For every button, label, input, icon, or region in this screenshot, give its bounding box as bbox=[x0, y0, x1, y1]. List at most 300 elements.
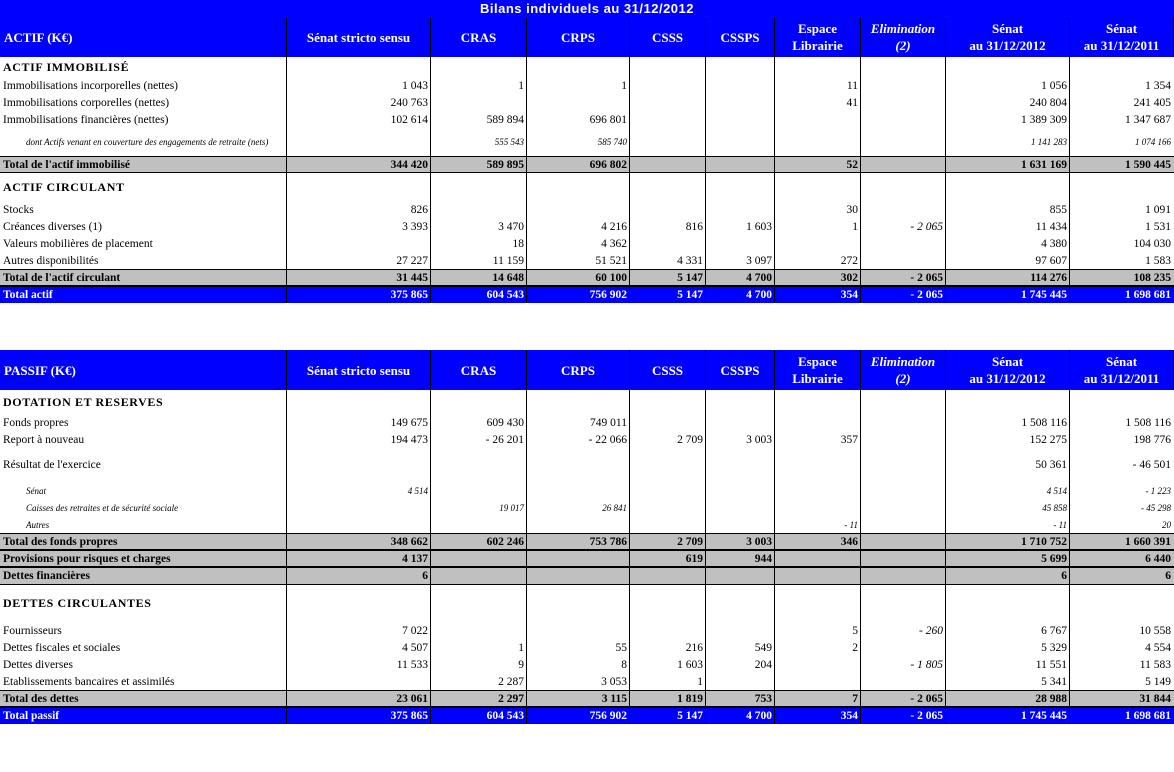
value-cell: 240 804 bbox=[1029, 96, 1067, 109]
actif-header-row bbox=[0, 17, 1174, 57]
value-cell: 5 147 bbox=[677, 271, 703, 284]
value-cell: 753 bbox=[754, 692, 772, 705]
value-cell: 1 347 687 bbox=[1125, 113, 1171, 126]
value-cell: - 11 bbox=[844, 519, 858, 530]
value-cell bbox=[527, 568, 630, 584]
column-divider bbox=[860, 390, 861, 724]
value-cell: 149 675 bbox=[390, 416, 428, 429]
column-divider bbox=[526, 390, 527, 724]
column-header-label: Sénat stricto sensu bbox=[306, 29, 411, 45]
value-cell: 357 bbox=[840, 433, 858, 446]
value-cell: 51 521 bbox=[595, 254, 627, 267]
value-cell: 4 700 bbox=[746, 271, 772, 284]
value-cell: 1 354 bbox=[1145, 79, 1171, 92]
value-cell bbox=[861, 482, 946, 499]
column-divider bbox=[286, 57, 287, 303]
value-cell bbox=[630, 622, 706, 639]
row-label: Sénat bbox=[26, 485, 46, 496]
value-cell: - 1 223 bbox=[1145, 485, 1171, 496]
value-cell: 26 841 bbox=[602, 502, 627, 513]
value-cell: 6 bbox=[1165, 570, 1171, 582]
value-cell: 6 bbox=[422, 570, 428, 582]
value-cell: 102 614 bbox=[390, 113, 428, 126]
value-cell bbox=[1070, 585, 1174, 622]
value-cell bbox=[630, 414, 706, 431]
value-cell: 5 341 bbox=[1041, 675, 1067, 688]
value-cell: 9 bbox=[518, 658, 524, 671]
value-cell: - 1 805 bbox=[910, 658, 943, 671]
value-cell bbox=[431, 568, 527, 584]
value-cell: 216 bbox=[685, 641, 703, 654]
value-cell: 50 361 bbox=[1035, 459, 1067, 471]
table-row bbox=[0, 499, 1174, 516]
value-cell bbox=[431, 551, 527, 566]
subtotal-row bbox=[0, 533, 1174, 550]
value-cell: 816 bbox=[685, 220, 703, 233]
value-cell bbox=[706, 568, 775, 584]
table-row bbox=[0, 235, 1174, 252]
value-cell bbox=[287, 235, 431, 252]
value-cell bbox=[630, 77, 706, 94]
value-cell bbox=[1070, 173, 1174, 201]
value-cell: 1 590 445 bbox=[1125, 158, 1171, 171]
value-cell bbox=[706, 516, 775, 533]
column-header-label: Sénat au 31/12/2012 bbox=[969, 354, 1046, 386]
value-cell bbox=[775, 551, 861, 566]
value-cell bbox=[861, 585, 946, 622]
value-cell bbox=[287, 516, 431, 533]
value-cell: 1 660 391 bbox=[1125, 535, 1171, 548]
value-cell: 5 329 bbox=[1041, 641, 1067, 654]
value-cell: 4 507 bbox=[402, 641, 428, 654]
value-cell bbox=[630, 157, 706, 172]
value-cell: 4 554 bbox=[1145, 641, 1171, 654]
row-label: Total de l'actif circulant bbox=[3, 271, 121, 284]
row-label: Dettes financières bbox=[3, 570, 90, 582]
value-cell bbox=[431, 57, 527, 77]
row-label: Immobilisations financières (nettes) bbox=[3, 113, 169, 126]
actif-col-header bbox=[861, 17, 946, 57]
value-cell: 346 bbox=[840, 535, 858, 548]
passif-col-header bbox=[527, 350, 630, 390]
column-divider bbox=[774, 390, 775, 724]
column-divider bbox=[860, 57, 861, 303]
value-cell: 31 445 bbox=[396, 271, 428, 284]
subtotal-row bbox=[0, 156, 1174, 173]
value-cell: 14 648 bbox=[492, 271, 524, 284]
value-cell: 1 745 445 bbox=[1021, 710, 1067, 722]
value-cell: 5 149 bbox=[1145, 675, 1171, 688]
value-cell bbox=[630, 516, 706, 533]
value-cell: 1 bbox=[621, 79, 627, 92]
value-cell bbox=[1070, 57, 1174, 77]
column-header-label: CSSS bbox=[651, 362, 684, 378]
column-header-label: CRPS bbox=[561, 29, 595, 45]
passif-col-header bbox=[946, 350, 1070, 390]
row-label: Valeurs mobilières de placement bbox=[3, 237, 153, 250]
row-label: Dettes diverses bbox=[3, 658, 73, 671]
value-cell bbox=[861, 673, 946, 690]
value-cell bbox=[706, 390, 775, 414]
row-label: Fournisseurs bbox=[3, 624, 62, 637]
value-cell: 354 bbox=[840, 710, 858, 722]
value-cell: 11 583 bbox=[1139, 658, 1171, 671]
value-cell: 18 bbox=[512, 237, 524, 250]
value-cell: 6 440 bbox=[1145, 552, 1171, 565]
column-divider bbox=[526, 57, 527, 303]
value-cell: 20 bbox=[1162, 519, 1171, 530]
column-header-label: CRAS bbox=[460, 362, 497, 378]
value-cell bbox=[861, 390, 946, 414]
value-cell: 27 227 bbox=[396, 254, 428, 267]
column-header-label: CSSS bbox=[651, 29, 684, 45]
value-cell bbox=[706, 622, 775, 639]
value-cell bbox=[861, 201, 946, 218]
row-label: Dettes fiscales et sociales bbox=[3, 641, 121, 654]
value-cell: 3 115 bbox=[601, 692, 627, 705]
column-header-label: CRPS bbox=[561, 362, 595, 378]
column-divider bbox=[705, 57, 706, 303]
value-cell: 1 698 681 bbox=[1125, 289, 1171, 301]
value-cell: 555 543 bbox=[494, 137, 524, 147]
column-header-label: Espace Librairie bbox=[792, 21, 843, 53]
value-cell: 3 053 bbox=[601, 675, 627, 688]
value-cell: 41 bbox=[846, 96, 858, 109]
value-cell bbox=[861, 128, 946, 156]
value-cell bbox=[630, 57, 706, 77]
value-cell: 354 bbox=[840, 289, 858, 301]
table-row bbox=[0, 639, 1174, 656]
value-cell bbox=[775, 656, 861, 673]
value-cell: 1 043 bbox=[402, 79, 428, 92]
row-label: Résultat de l'exercice bbox=[3, 459, 101, 471]
value-cell bbox=[630, 201, 706, 218]
column-header-label: Espace Librairie bbox=[792, 354, 843, 386]
value-cell: 152 275 bbox=[1029, 433, 1067, 446]
value-cell: 4 216 bbox=[601, 220, 627, 233]
value-cell: 1 091 bbox=[1145, 203, 1171, 216]
value-cell bbox=[861, 252, 946, 269]
value-cell bbox=[706, 57, 775, 77]
value-cell: 1 583 bbox=[1145, 254, 1171, 267]
value-cell bbox=[630, 585, 706, 622]
value-cell bbox=[287, 57, 431, 77]
value-cell: - 2 065 bbox=[910, 271, 943, 284]
value-cell bbox=[431, 94, 527, 111]
value-cell: 19 017 bbox=[499, 502, 524, 513]
value-cell bbox=[861, 499, 946, 516]
passif-col-header bbox=[287, 350, 431, 390]
value-cell bbox=[775, 173, 861, 201]
column-header-label: Sénat au 31/12/2011 bbox=[1083, 354, 1160, 386]
table-row bbox=[0, 414, 1174, 431]
value-cell: 11 159 bbox=[492, 254, 524, 267]
value-cell: 10 558 bbox=[1139, 624, 1171, 637]
row-label: Total actif bbox=[3, 289, 53, 301]
column-divider bbox=[286, 390, 287, 724]
value-cell: 11 bbox=[846, 79, 858, 92]
value-cell bbox=[861, 431, 946, 448]
table-row bbox=[0, 482, 1174, 499]
passif-col-header bbox=[861, 350, 946, 390]
value-cell bbox=[431, 482, 527, 499]
table-row bbox=[0, 516, 1174, 533]
value-cell: 1 710 752 bbox=[1021, 535, 1067, 548]
value-cell: 241 405 bbox=[1133, 96, 1171, 109]
value-cell: 1 603 bbox=[677, 658, 703, 671]
actif-col-header bbox=[1070, 17, 1174, 57]
value-cell: 604 543 bbox=[486, 289, 524, 301]
value-cell: 11 533 bbox=[396, 658, 428, 671]
value-cell bbox=[527, 173, 630, 201]
value-cell: 2 297 bbox=[498, 692, 524, 705]
value-cell: - 2 065 bbox=[910, 289, 943, 301]
actif-col-header bbox=[0, 17, 287, 57]
value-cell: 375 865 bbox=[390, 289, 428, 301]
value-cell: 1 141 283 bbox=[1031, 137, 1067, 147]
value-cell bbox=[706, 414, 775, 431]
value-cell bbox=[861, 94, 946, 111]
value-cell: 3 097 bbox=[746, 254, 772, 267]
value-cell bbox=[527, 551, 630, 566]
value-cell: 1 745 445 bbox=[1021, 289, 1067, 301]
row-label: Stocks bbox=[3, 203, 34, 216]
value-cell bbox=[630, 482, 706, 499]
value-cell bbox=[861, 448, 946, 482]
value-cell: 609 430 bbox=[486, 416, 524, 429]
value-cell: 272 bbox=[840, 254, 858, 267]
value-cell: 4 700 bbox=[746, 289, 772, 301]
value-cell: 4 380 bbox=[1041, 237, 1067, 250]
table-row bbox=[0, 77, 1174, 94]
table-row bbox=[0, 656, 1174, 673]
column-header-label: CSSPS bbox=[720, 29, 760, 45]
column-divider bbox=[629, 390, 630, 724]
subtotal-row bbox=[0, 567, 1174, 585]
value-cell bbox=[861, 77, 946, 94]
table-row bbox=[0, 252, 1174, 269]
row-label: Total des dettes bbox=[3, 692, 79, 705]
value-cell: 104 030 bbox=[1133, 237, 1171, 250]
passif-col-header bbox=[630, 350, 706, 390]
value-cell bbox=[706, 673, 775, 690]
row-label: Immobilisations incorporelles (nettes) bbox=[3, 79, 179, 92]
value-cell bbox=[630, 499, 706, 516]
value-cell bbox=[775, 57, 861, 77]
row-label: DETTES CIRCULANTES bbox=[3, 596, 152, 610]
value-cell: 1 698 681 bbox=[1125, 710, 1171, 722]
value-cell: 1 bbox=[697, 675, 703, 688]
column-divider bbox=[1069, 390, 1070, 724]
value-cell bbox=[287, 673, 431, 690]
column-header-label: Sénat stricto sensu bbox=[306, 362, 411, 378]
value-cell: 3 470 bbox=[498, 220, 524, 233]
column-header-label: Elimination (2) bbox=[870, 354, 936, 386]
value-cell bbox=[630, 111, 706, 128]
value-cell bbox=[287, 499, 431, 516]
value-cell bbox=[706, 128, 775, 156]
actif-col-header bbox=[775, 17, 861, 57]
value-cell: 3 393 bbox=[402, 220, 428, 233]
column-divider bbox=[629, 57, 630, 303]
column-divider bbox=[945, 57, 946, 303]
value-cell bbox=[706, 585, 775, 622]
value-cell: 52 bbox=[846, 158, 858, 171]
value-cell bbox=[431, 622, 527, 639]
value-cell: 302 bbox=[840, 271, 858, 284]
value-cell: 589 894 bbox=[486, 113, 524, 126]
value-cell: 1 531 bbox=[1145, 220, 1171, 233]
passif-col-header bbox=[706, 350, 775, 390]
value-cell bbox=[775, 414, 861, 431]
value-cell bbox=[431, 516, 527, 533]
value-cell: - 22 066 bbox=[588, 433, 627, 446]
table-row bbox=[0, 431, 1174, 448]
value-cell bbox=[527, 201, 630, 218]
table-row bbox=[0, 622, 1174, 639]
value-cell: 826 bbox=[410, 203, 428, 216]
value-cell: 5 bbox=[852, 624, 858, 637]
value-cell: - 260 bbox=[919, 624, 943, 637]
value-cell: - 26 201 bbox=[485, 433, 524, 446]
value-cell: 240 763 bbox=[390, 96, 428, 109]
value-cell bbox=[527, 585, 630, 622]
row-label: ACTIF IMMOBILISÉ bbox=[3, 59, 130, 74]
value-cell: 5 147 bbox=[677, 289, 703, 301]
value-cell: 7 bbox=[852, 692, 858, 705]
grand-total-row bbox=[0, 707, 1174, 724]
value-cell: - 2 065 bbox=[910, 710, 943, 722]
row-label: Autres bbox=[26, 519, 50, 530]
value-cell: 1 389 309 bbox=[1021, 113, 1067, 126]
value-cell: 1 056 bbox=[1041, 79, 1067, 92]
value-cell: - 45 298 bbox=[1141, 502, 1171, 513]
value-cell: 585 740 bbox=[597, 137, 627, 147]
passif-col-header bbox=[775, 350, 861, 390]
value-cell bbox=[431, 390, 527, 414]
column-header-label: PASSIF (K€) bbox=[4, 362, 76, 378]
value-cell: 108 235 bbox=[1133, 271, 1171, 284]
row-label: dont Actifs venant en couverture des engagements de retraite (nets) bbox=[26, 137, 269, 147]
value-cell: 348 662 bbox=[390, 535, 428, 548]
value-cell bbox=[861, 414, 946, 431]
value-cell: 749 011 bbox=[590, 416, 627, 429]
value-cell bbox=[946, 585, 1070, 622]
column-divider bbox=[945, 390, 946, 724]
row-label: Fonds propres bbox=[3, 416, 69, 429]
value-cell bbox=[861, 111, 946, 128]
sheet-title: Bilans individuels au 31/12/2012 bbox=[0, 0, 1174, 17]
value-cell: - 2 065 bbox=[910, 220, 943, 233]
value-cell: 5 147 bbox=[677, 710, 703, 722]
value-cell: - 11 bbox=[1053, 519, 1067, 530]
value-cell: 1 bbox=[518, 641, 524, 654]
value-cell bbox=[861, 568, 946, 584]
value-cell bbox=[706, 235, 775, 252]
row-label: Provisions pour risques et charges bbox=[3, 552, 171, 565]
row-label: Total passif bbox=[3, 710, 60, 722]
actif-col-header bbox=[946, 17, 1070, 57]
passif-header-row bbox=[0, 350, 1174, 390]
value-cell bbox=[630, 448, 706, 482]
column-divider bbox=[430, 390, 431, 724]
value-cell bbox=[527, 94, 630, 111]
value-cell bbox=[630, 94, 706, 111]
value-cell bbox=[861, 157, 946, 172]
value-cell: 2 287 bbox=[498, 675, 524, 688]
value-cell bbox=[775, 448, 861, 482]
value-cell bbox=[775, 568, 861, 584]
value-cell: - 46 501 bbox=[1132, 459, 1171, 471]
column-divider bbox=[430, 57, 431, 303]
value-cell: 549 bbox=[754, 641, 772, 654]
value-cell: 4 362 bbox=[601, 237, 627, 250]
value-cell: 30 bbox=[846, 203, 858, 216]
table-row bbox=[0, 94, 1174, 111]
value-cell bbox=[630, 390, 706, 414]
value-cell: 5 699 bbox=[1041, 552, 1067, 565]
value-cell: 1 074 166 bbox=[1135, 137, 1171, 147]
value-cell: 756 902 bbox=[589, 289, 627, 301]
value-cell bbox=[861, 516, 946, 533]
value-cell: 11 551 bbox=[1035, 658, 1067, 671]
value-cell bbox=[287, 585, 431, 622]
value-cell bbox=[287, 128, 431, 156]
value-cell bbox=[287, 390, 431, 414]
value-cell: 204 bbox=[754, 658, 772, 671]
value-cell: 604 543 bbox=[486, 710, 524, 722]
value-cell bbox=[527, 482, 630, 499]
passif-col-header bbox=[0, 350, 287, 390]
value-cell bbox=[775, 482, 861, 499]
value-cell: 2 709 bbox=[677, 535, 703, 548]
section-heading-row bbox=[0, 57, 1174, 77]
value-cell: 3 003 bbox=[746, 433, 772, 446]
value-cell: 944 bbox=[754, 552, 772, 565]
column-header-label: CRAS bbox=[460, 29, 497, 45]
value-cell: 1 508 116 bbox=[1125, 416, 1171, 429]
actif-col-header bbox=[630, 17, 706, 57]
value-cell: 1 631 169 bbox=[1021, 158, 1067, 171]
row-label: ACTIF CIRCULANT bbox=[3, 179, 125, 194]
value-cell: 7 022 bbox=[402, 624, 428, 637]
column-header-label: CSSPS bbox=[720, 362, 760, 378]
passif-col-header bbox=[1070, 350, 1174, 390]
value-cell bbox=[431, 201, 527, 218]
value-cell bbox=[775, 673, 861, 690]
value-cell: 375 865 bbox=[390, 710, 428, 722]
value-cell bbox=[527, 390, 630, 414]
value-cell: 45 858 bbox=[1042, 502, 1067, 513]
value-cell: 4 331 bbox=[677, 254, 703, 267]
value-cell: 8 bbox=[621, 658, 627, 671]
value-cell: 855 bbox=[1049, 203, 1067, 216]
subtotal-row bbox=[0, 550, 1174, 567]
column-divider bbox=[1069, 57, 1070, 303]
value-cell bbox=[527, 448, 630, 482]
row-label: Total des fonds propres bbox=[3, 535, 118, 548]
value-cell bbox=[861, 551, 946, 566]
table-row bbox=[0, 673, 1174, 690]
row-label: Immobilisations corporelles (nettes) bbox=[3, 96, 170, 109]
value-cell: 756 902 bbox=[589, 710, 627, 722]
value-cell: 4 514 bbox=[407, 485, 428, 496]
value-cell: 4 700 bbox=[746, 710, 772, 722]
value-cell bbox=[775, 111, 861, 128]
row-label: Créances diverses (1) bbox=[3, 220, 102, 233]
value-cell: 753 786 bbox=[589, 535, 627, 548]
value-cell: 2 709 bbox=[677, 433, 703, 446]
